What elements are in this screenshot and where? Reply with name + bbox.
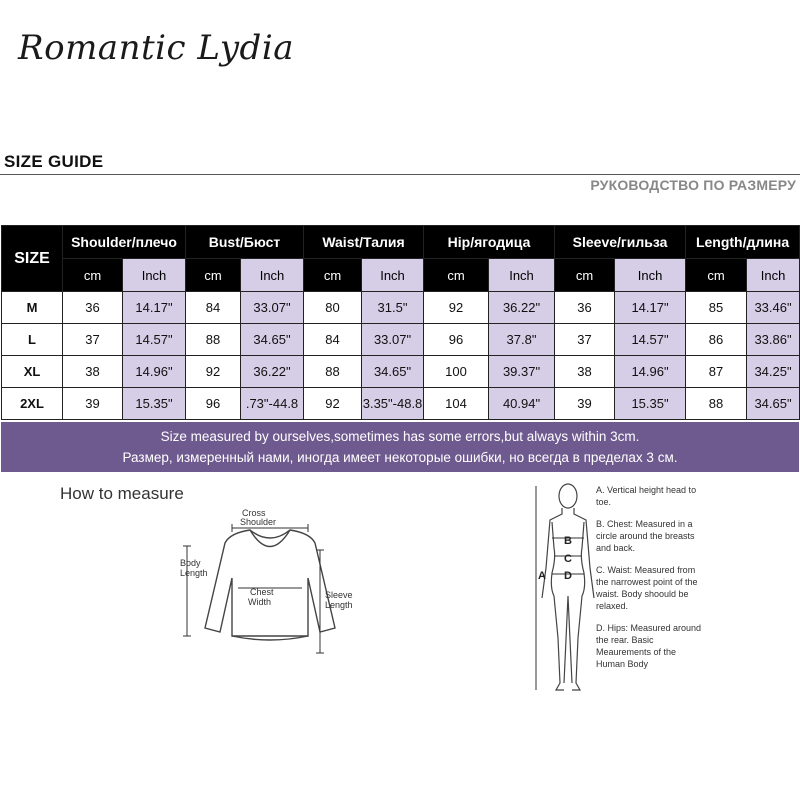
body-length-label: Body	[180, 558, 201, 568]
cm-cell: 38	[555, 356, 615, 388]
note-a: A. Vertical height head to toe.	[596, 485, 697, 507]
cm-cell: 37	[555, 324, 615, 356]
inch-cell: 34.65"	[241, 324, 304, 356]
cross-shoulder-label: Shoulder	[240, 517, 277, 527]
cm-cell: 37	[63, 324, 123, 356]
inch-cell: 34.25"	[747, 356, 800, 388]
measurement-notes	[596, 484, 706, 680]
note-d: D. Hips: Measured around the rear. Basic Meaurements of the Human Body	[596, 623, 702, 669]
cm-cell: 92	[304, 388, 362, 420]
column-header: Hip/ягодица	[424, 226, 555, 259]
inch-cell: 34.65"	[747, 388, 800, 420]
cm-cell: 36	[63, 292, 123, 324]
cm-cell: 84	[186, 292, 241, 324]
cm-cell: 38	[63, 356, 123, 388]
inch-cell: .73"-44.8	[241, 388, 304, 420]
cm-cell: 84	[304, 324, 362, 356]
size-guide-title-ru: РУКОВОДСТВО ПО РАЗМЕРУ	[590, 177, 796, 193]
measurement-note	[1, 422, 799, 472]
brand-logo: Romantic Lydia	[18, 28, 294, 68]
inch-cell: 33.07"	[362, 324, 424, 356]
inch-cell: 34.65"	[362, 356, 424, 388]
size-cell: L	[2, 324, 63, 356]
inch-cell: 40.94"	[489, 388, 555, 420]
unit-inch: Inch	[615, 259, 686, 292]
table-row	[2, 388, 800, 420]
inch-cell: 33.46"	[747, 292, 800, 324]
size-table	[1, 225, 800, 420]
how-to-measure-title: How to measure	[60, 484, 184, 503]
unit-inch: Inch	[489, 259, 555, 292]
inch-cell: 15.35"	[123, 388, 186, 420]
column-header: Shoulder/плечо	[63, 226, 186, 259]
body-illustration	[528, 478, 598, 698]
size-cell: M	[2, 292, 63, 324]
inch-cell: 14.96"	[615, 356, 686, 388]
inch-cell: 14.96"	[123, 356, 186, 388]
inch-cell: 36.22"	[489, 292, 555, 324]
body-length-label: Length	[180, 568, 208, 578]
sleeve-length-label: Sleeve	[325, 590, 353, 600]
unit-inch: Inch	[747, 259, 800, 292]
unit-inch: Inch	[123, 259, 186, 292]
cm-cell: 80	[304, 292, 362, 324]
unit-cm: cm	[63, 259, 123, 292]
inch-cell: 14.57"	[123, 324, 186, 356]
column-header: Bust/Бюст	[186, 226, 304, 259]
cm-cell: 39	[63, 388, 123, 420]
size-cell: 2XL	[2, 388, 63, 420]
chest-width-label: Chest	[250, 587, 274, 597]
inch-cell: 14.57"	[615, 324, 686, 356]
note-ru: Размер, измеренный нами, иногда имеет некоторые ошибки, но всегда в пределах 3 см.	[122, 450, 678, 465]
note-en: Size measured by ourselves,sometimes has some errors,but always within 3cm.	[160, 429, 640, 444]
table-row	[2, 356, 800, 388]
size-rows	[2, 292, 800, 420]
cm-cell: 86	[686, 324, 747, 356]
unit-cm: cm	[304, 259, 362, 292]
cm-cell: 100	[424, 356, 489, 388]
inch-cell: 15.35"	[615, 388, 686, 420]
cm-cell: 92	[186, 356, 241, 388]
cm-cell: 96	[186, 388, 241, 420]
table-row	[2, 324, 800, 356]
cm-cell: 85	[686, 292, 747, 324]
cm-cell: 88	[686, 388, 747, 420]
unit-inch: Inch	[241, 259, 304, 292]
cm-cell: 36	[555, 292, 615, 324]
unit-inch: Inch	[362, 259, 424, 292]
cm-cell: 88	[186, 324, 241, 356]
size-header: SIZE	[2, 226, 63, 292]
unit-cm: cm	[186, 259, 241, 292]
mark-d: D	[564, 570, 572, 582]
chest-width-label: Width	[248, 597, 272, 607]
mark-b: B	[564, 535, 572, 547]
cm-cell: 96	[424, 324, 489, 356]
cm-cell: 39	[555, 388, 615, 420]
cm-cell: 92	[424, 292, 489, 324]
mark-a: A	[538, 570, 546, 582]
inch-cell: 33.86"	[747, 324, 800, 356]
unit-cm: cm	[555, 259, 615, 292]
column-header: Length/длина	[686, 226, 800, 259]
inch-cell: 36.22"	[241, 356, 304, 388]
column-header: Waist/Талия	[304, 226, 424, 259]
cm-cell: 88	[304, 356, 362, 388]
note-c: C. Waist: Measured from the narrowest point of the waist. Body shoould be relaxed.	[596, 565, 698, 611]
inch-cell: 33.07"	[241, 292, 304, 324]
unit-cm: cm	[424, 259, 489, 292]
size-guide-title: SIZE GUIDE	[4, 152, 104, 171]
note-b: B. Chest: Measured in a circle around the breasts and back.	[596, 519, 695, 553]
inch-cell: 31.5"	[362, 292, 424, 324]
inch-cell: 37.8"	[489, 324, 555, 356]
inch-cell: 39.37"	[489, 356, 555, 388]
garment-illustration	[170, 508, 370, 658]
inch-cell: 14.17"	[615, 292, 686, 324]
unit-cm: cm	[686, 259, 747, 292]
inch-cell: 14.17"	[123, 292, 186, 324]
mark-c: C	[564, 553, 572, 565]
sleeve-length-label: Length	[325, 600, 353, 610]
divider	[0, 174, 800, 175]
inch-cell: 3.35"-48.8	[362, 388, 424, 420]
cross-shoulder-label: Cross	[242, 508, 266, 518]
cm-cell: 87	[686, 356, 747, 388]
cm-cell: 104	[424, 388, 489, 420]
table-row	[2, 292, 800, 324]
column-header: Sleeve/гильза	[555, 226, 686, 259]
size-cell: XL	[2, 356, 63, 388]
